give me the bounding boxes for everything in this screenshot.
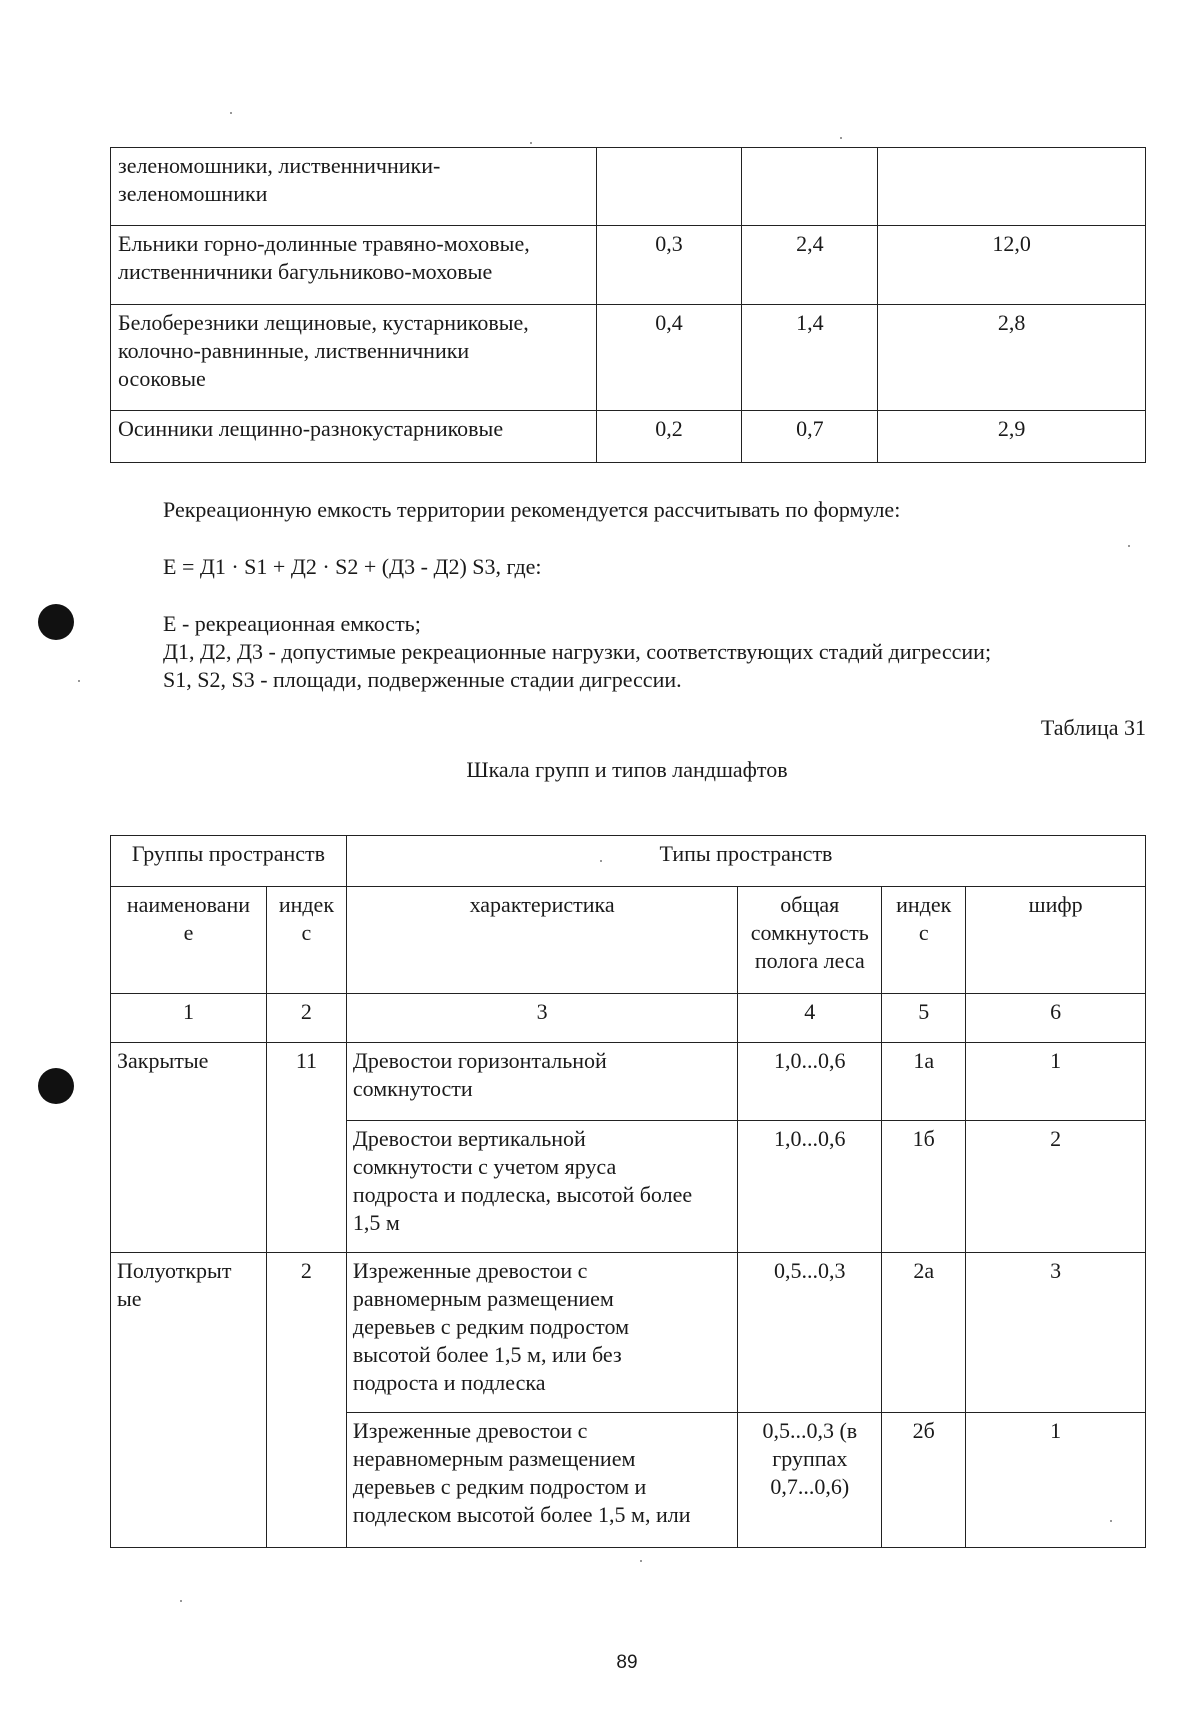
characteristic-cell: Изреженные древостои с неравномерным размещением деревьев с редким подростом и подлеском высотой более 1,5 м, или [346, 1413, 737, 1548]
closure-cell: 0,5...0,3 [738, 1253, 882, 1413]
header-type-index: индек с [882, 887, 966, 994]
characteristic-cell: Изреженные древостои с равномерным размещением деревьев с редким подростом высотой более 1,5 м, или без подроста и подлеска [346, 1253, 737, 1413]
table-title: Шкала групп и типов ландшафтов [466, 757, 788, 782]
type-index-cell: 1б [882, 1121, 966, 1253]
code-cell: 3 [966, 1253, 1146, 1413]
type-index-cell: 2а [882, 1253, 966, 1413]
value-cell: 2,4 [742, 226, 878, 305]
column-number: 5 [882, 994, 966, 1043]
scan-speck [640, 1560, 642, 1562]
value-cell [742, 148, 878, 226]
forest-type-cell: зеленомошники, лиственничники- зеленомошники [111, 148, 597, 226]
header-types: Типы пространств [346, 836, 1145, 887]
scan-speck [840, 137, 842, 139]
column-number: 2 [266, 994, 346, 1043]
formula: Е = Д1 · S1 + Д2 · S2 + (Д3 - Д2) S3, где: [163, 554, 542, 579]
table-row [111, 1043, 1146, 1121]
scan-speck [530, 142, 532, 144]
scan-speck [180, 1600, 182, 1602]
page-number: 89 [616, 1652, 638, 1673]
table-row [111, 305, 1146, 411]
group-index-cell: 11 [266, 1043, 346, 1253]
value-cell [878, 148, 1146, 226]
characteristic-cell: Древостои горизонтальной сомкнутости [346, 1043, 737, 1121]
recreational-load-table [110, 147, 1146, 463]
forest-type-cell: Ельники горно-долинные травяно-моховые, лиственничники багульниково-моховые [111, 226, 597, 305]
value-cell: 2,8 [878, 305, 1146, 411]
column-number-row [111, 994, 1146, 1043]
header-name: наименовани е [111, 887, 267, 994]
forest-type-cell: Белоберезники лещиновые, кустарниковые, колочно-равнинные, лиственничники осоковые [111, 305, 597, 411]
value-cell: 0,7 [742, 411, 878, 463]
code-cell: 1 [966, 1043, 1146, 1121]
table-row [111, 226, 1146, 305]
group-index-cell: 2 [266, 1253, 346, 1548]
header-groups: Группы пространств [111, 836, 347, 887]
code-cell: 1 [966, 1413, 1146, 1548]
value-cell: 0,4 [596, 305, 742, 411]
table-caption: Таблица 31 [1040, 715, 1146, 740]
column-number: 3 [346, 994, 737, 1043]
code-cell: 2 [966, 1121, 1146, 1253]
forest-type-cell: Осинники лещинно-разнокустарниковые [111, 411, 597, 463]
scan-speck [600, 860, 602, 862]
scan-speck [1110, 1520, 1112, 1522]
landscape-scale-table [110, 835, 1146, 1548]
header-index: индек с [266, 887, 346, 994]
value-cell: 1,4 [742, 305, 878, 411]
punch-hole [38, 604, 74, 640]
value-cell: 2,9 [878, 411, 1146, 463]
scan-speck [78, 680, 80, 682]
definition-d: Д1, Д2, Д3 - допустимые рекреационные нагрузки, соответствующих стадий дигрессии; [163, 639, 992, 664]
header-row-groups [111, 836, 1146, 887]
value-cell: 0,2 [596, 411, 742, 463]
header-code: шифр [966, 887, 1146, 994]
table-row [111, 411, 1146, 463]
header-row-columns [111, 887, 1146, 994]
value-cell [596, 148, 742, 226]
column-number: 6 [966, 994, 1146, 1043]
table-row [111, 1253, 1146, 1413]
scan-speck [230, 112, 232, 114]
group-name-cell: Закрытые [111, 1043, 267, 1253]
intro-paragraph: Рекреационную емкость территории рекомендуется рассчитывать по формуле: [163, 497, 901, 522]
closure-cell: 0,5...0,3 (в группах 0,7...0,6) [738, 1413, 882, 1548]
type-index-cell: 1а [882, 1043, 966, 1121]
punch-hole [38, 1068, 74, 1104]
characteristic-cell: Древостои вертикальной сомкнутости с учетом яруса подроста и подлеска, высотой более 1,5 м [346, 1121, 737, 1253]
column-number: 4 [738, 994, 882, 1043]
value-cell: 12,0 [878, 226, 1146, 305]
closure-cell: 1,0...0,6 [738, 1043, 882, 1121]
type-index-cell: 2б [882, 1413, 966, 1548]
value-cell: 0,3 [596, 226, 742, 305]
column-number: 1 [111, 994, 267, 1043]
definition-e: Е - рекреационная емкость; [163, 611, 421, 636]
closure-cell: 1,0...0,6 [738, 1121, 882, 1253]
header-closure: общая сомкнутость полога леса [738, 887, 882, 994]
definition-s: S1, S2, S3 - площади, подверженные стадии дигрессии. [163, 667, 682, 692]
group-name-cell: Полуоткрыт ые [111, 1253, 267, 1548]
header-characteristic: характеристика [346, 887, 737, 994]
table-row [111, 148, 1146, 226]
scan-speck [1128, 545, 1130, 547]
